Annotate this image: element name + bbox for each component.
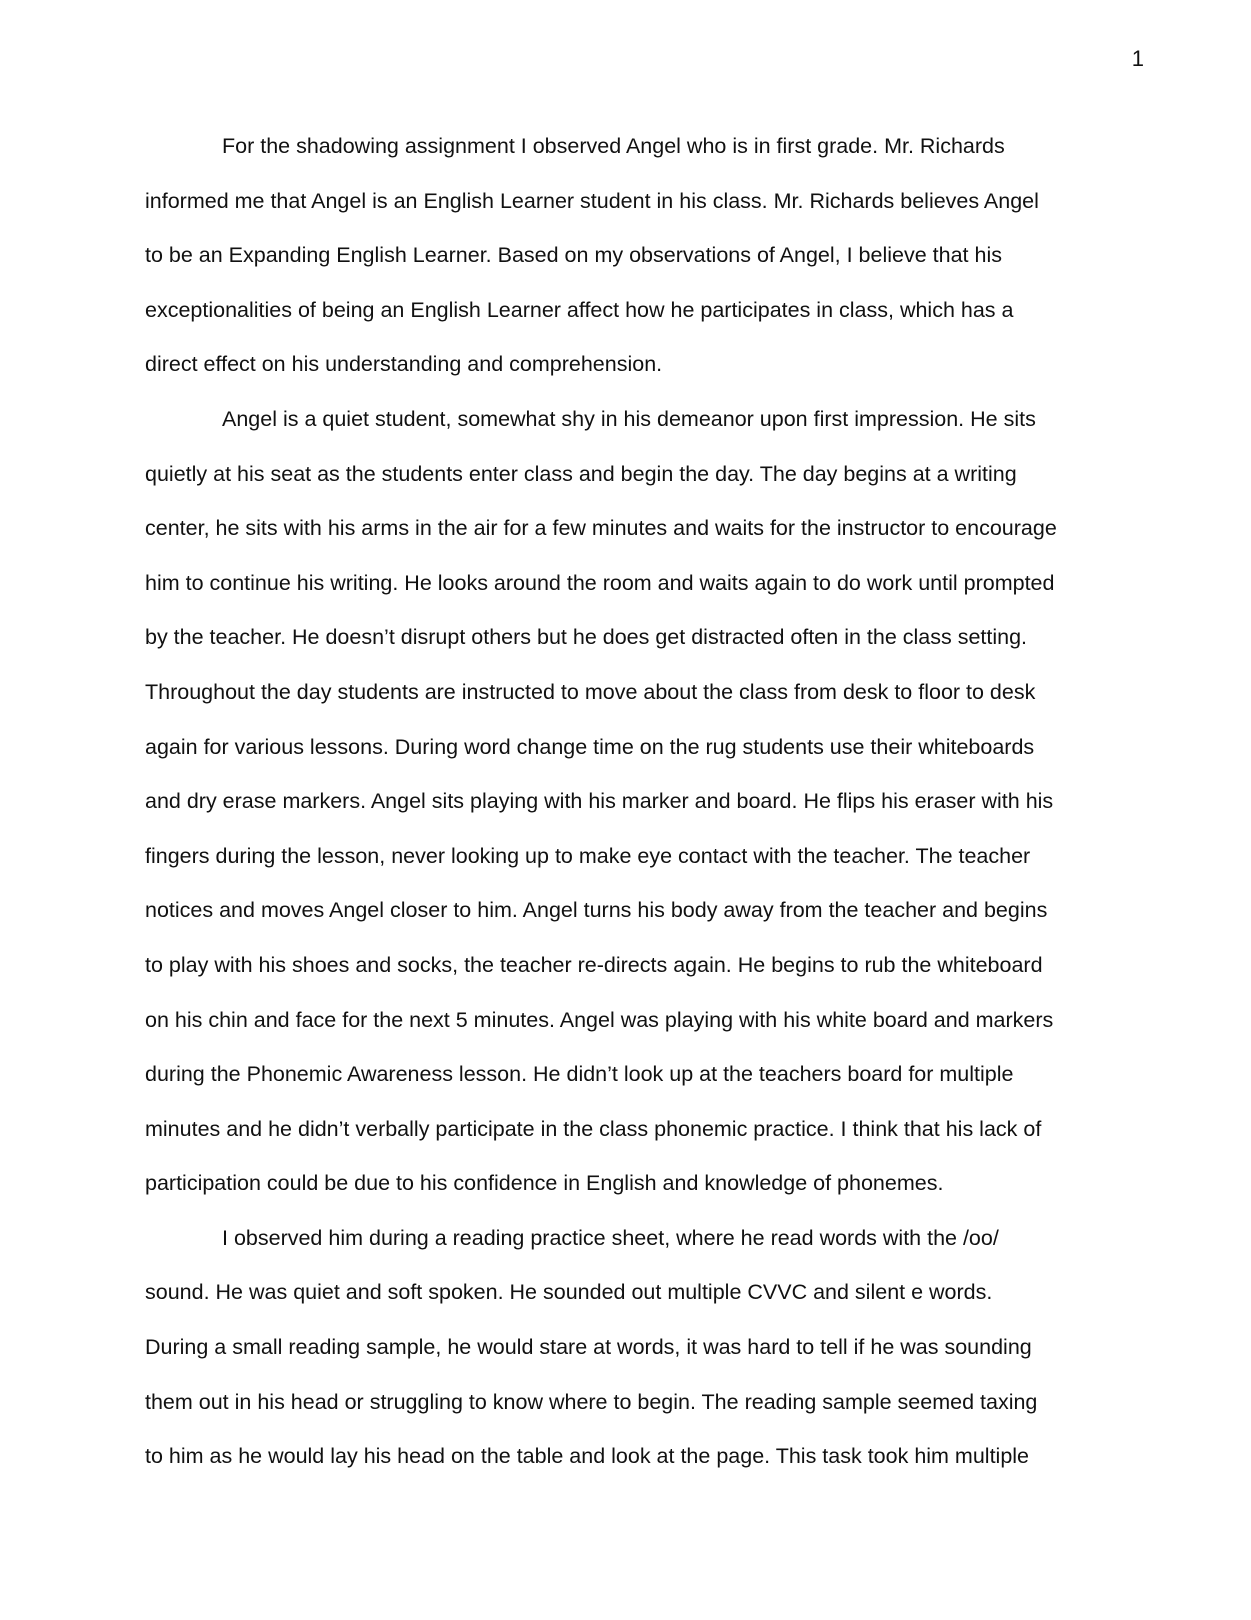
paragraph-first-line: I observed him during a reading practice sheet, where he read words with the /oo/ [222,1225,999,1250]
text-line: During a small reading sample, he would stare at words, it was hard to tell if he was sounding [145,1335,1032,1360]
text-line: participation could be due to his confidence in English and knowledge of phonemes. [145,1171,944,1196]
text-line: sound. He was quiet and soft spoken. He sounded out multiple CVVC and silent e words. [145,1280,993,1305]
paragraph-first-line: For the shadowing assignment I observed Angel who is in first grade. Mr. Richards [222,134,1005,158]
text-line: to play with his shoes and socks, the teacher re-directs again. He begins to rub the whiteboard [145,952,1043,977]
text-line: him to continue his writing. He looks around the room and waits again to do work until prompted [145,570,1055,595]
paragraph-first-line: Angel is a quiet student, somewhat shy in his demeanor upon first impression. He sits [222,406,1036,431]
text-line: on his chin and face for the next 5 minutes. Angel was playing with his white board and markers [145,1007,1054,1032]
text-line: direct effect on his understanding and comprehension. [145,352,663,377]
text-line: during the Phonemic Awareness lesson. He didn’t look up at the teachers board for multiple [145,1062,1014,1087]
text-line: notices and moves Angel closer to him. Angel turns his body away from the teacher and begins [145,898,1048,923]
text-line: exceptionalities of being an English Learner affect how he participates in class, which has a [145,297,1014,322]
text-line: fingers during the lesson, never looking up to make eye contact with the teacher. The teacher [145,843,1031,868]
text-line: them out in his head or struggling to know where to begin. The reading sample seemed taxing [145,1389,1038,1414]
text-line: informed me that Angel is an English Learner student in his class. Mr. Richards believes Angel [145,188,1039,213]
text-line: center, he sits with his arms in the air for a few minutes and waits for the instructor to encourage [145,516,1057,541]
text-line: Throughout the day students are instructed to move about the class from desk to floor to desk [145,679,1036,704]
text-line: to him as he would lay his head on the table and look at the page. This task took him multiple [145,1444,1030,1469]
text-line: by the teacher. He doesn’t disrupt others but he does get distracted often in the class setting. [145,625,1028,650]
text-line: minutes and he didn’t verbally participate in the class phonemic practice. I think that his lack of [145,1116,1042,1141]
text-line: quietly at his seat as the students enter class and begin the day. The day begins at a writing [145,461,1017,486]
text-line: and dry erase markers. Angel sits playing with his marker and board. He flips his eraser with his [145,789,1054,814]
page-number: 1 [1131,46,1144,71]
text-line: again for various lessons. During word change time on the rug students use their whiteboards [145,734,1035,759]
text-line: to be an Expanding English Learner. Based on my observations of Angel, I believe that his [145,243,1002,268]
body-text [145,119,1150,1484]
